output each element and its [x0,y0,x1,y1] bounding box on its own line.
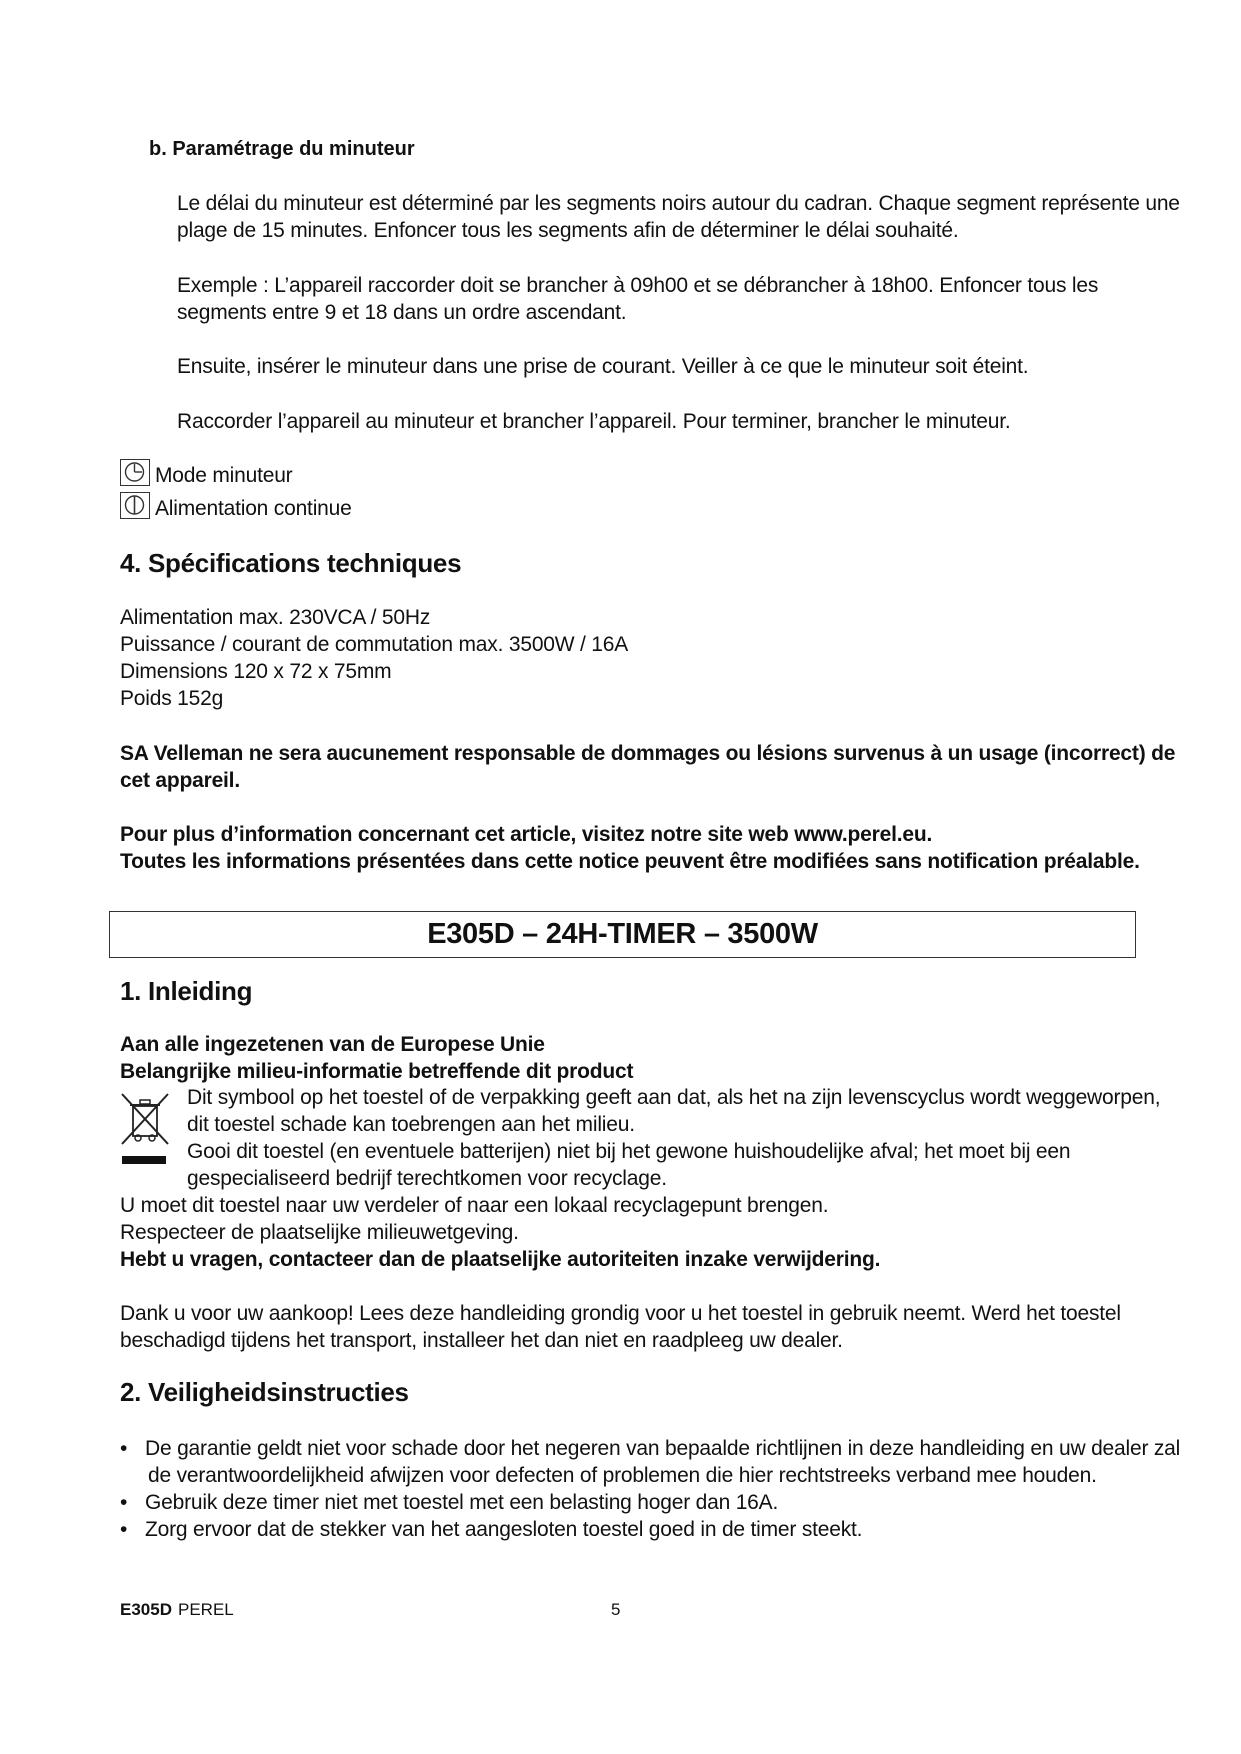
clock-icon [120,459,150,486]
product-title-box [109,911,1136,958]
weee-text-line: Gooi dit toestel (en eventuele batterijen) niet bij het gewone huishoudelijke afval; het moet bij een [187,1140,1071,1163]
paragraph-line: Ensuite, insérer le minuteur dans une prise de courant. Veiller à ce que le minuteur soit éteint. [177,355,1029,378]
spec-line: Alimentation max. 230VCA / 50Hz [120,606,431,629]
bullet-text: Gebruik deze timer niet met toestel met een belasting hoger dan 16A. [145,1491,779,1514]
bullet-text: de verantwoordelijkheid afwijzen voor defecten of problemen die hier rechtstreeks verband mee houden. [148,1464,1097,1487]
product-title: E305D – 24H-TIMER – 3500W [427,918,818,950]
info-line: Toutes les informations présentées dans cette notice peuvent être modifiées sans notification préalable. [120,850,1140,873]
footer-model: E305D [120,1600,172,1619]
bullet-text: Zorg ervoor dat de stekker van het aangesloten toestel goed in de timer steekt. [145,1518,863,1541]
inleiding-line-bold: Hebt u vragen, contacteer dan de plaatselijke autoriteiten inzake verwijdering. [120,1248,881,1271]
thanks-line: Dank u voor uw aankoop! Lees deze handleiding grondig voor u het toestel in gebruik neemt. Werd het toestel [120,1302,1121,1325]
spec-line: Dimensions 120 x 72 x 75mm [120,660,392,683]
thanks-line: beschadigd tijdens het transport, installeer het dan niet en raadpleeg uw dealer. [120,1329,843,1352]
power-on-icon [120,492,150,519]
disclaimer-line: cet appareil. [120,769,240,792]
inleiding-subheading: Aan alle ingezetenen van de Europese Unie [120,1033,545,1056]
disclaimer-line: SA Velleman ne sera aucunement responsable de dommages ou lésions survenus à un usage (incorrect) de [120,742,1176,765]
mode-continuous-label: Alimentation continue [155,497,352,520]
bullet-marker: • [120,1518,128,1541]
footer-brand: PEREL [178,1600,234,1619]
paragraph-line: plage de 15 minutes. Enfoncer tous les segments afin de déterminer le délai souhaité. [177,219,959,242]
specs-heading: 4. Spécifications techniques [120,548,462,578]
inleiding-heading: 1. Inleiding [120,976,253,1006]
paragraph-line: Le délai du minuteur est déterminé par les segments noirs autour du cadran. Chaque segment représente une [177,192,1180,215]
weee-text-line: dit toestel schade kan toebrengen aan het milieu. [187,1113,635,1136]
bullet-marker: • [120,1491,128,1514]
bullet-marker: • [120,1437,128,1460]
inleiding-subheading: Belangrijke milieu-informatie betreffende dit product [120,1060,634,1083]
paragraph-line: Raccorder l’appareil au minuteur et brancher l’appareil. Pour terminer, brancher le minuteur. [177,410,1011,433]
weee-text-line: gespecialiseerd bedrijf terechtkomen voor recyclage. [187,1167,667,1190]
paragraph-line: segments entre 9 et 18 dans un ordre ascendant. [177,301,627,324]
inleiding-line: U moet dit toestel naar uw verdeler of naar een lokaal recyclagepunt brengen. [120,1194,829,1217]
section-heading: b. Paramétrage du minuteur [149,138,415,160]
spec-line: Puissance / courant de commutation max. 3500W / 16A [120,633,629,656]
footer-page-number: 5 [611,1600,621,1619]
weee-bin-icon [118,1090,174,1168]
weee-text-line: Dit symbool op het toestel of de verpakking geeft aan dat, als het na zijn levenscyclus wordt weggeworpen, [187,1086,1161,1109]
bullet-text: De garantie geldt niet voor schade door het negeren van bepaalde richtlijnen in deze handleiding en uw dealer zal [145,1437,1181,1460]
spec-line: Poids 152g [120,687,224,710]
safety-heading: 2. Veiligheidsinstructies [120,1377,409,1407]
inleiding-line: Respecteer de plaatselijke milieuwetgeving. [120,1221,519,1244]
info-line: Pour plus d’information concernant cet article, visitez notre site web www.perel.eu. [120,823,933,846]
mode-timer-label: Mode minuteur [155,464,293,487]
paragraph-line: Exemple : L’appareil raccorder doit se brancher à 09h00 et se débrancher à 18h00. Enfoncer tous les [177,274,1099,297]
